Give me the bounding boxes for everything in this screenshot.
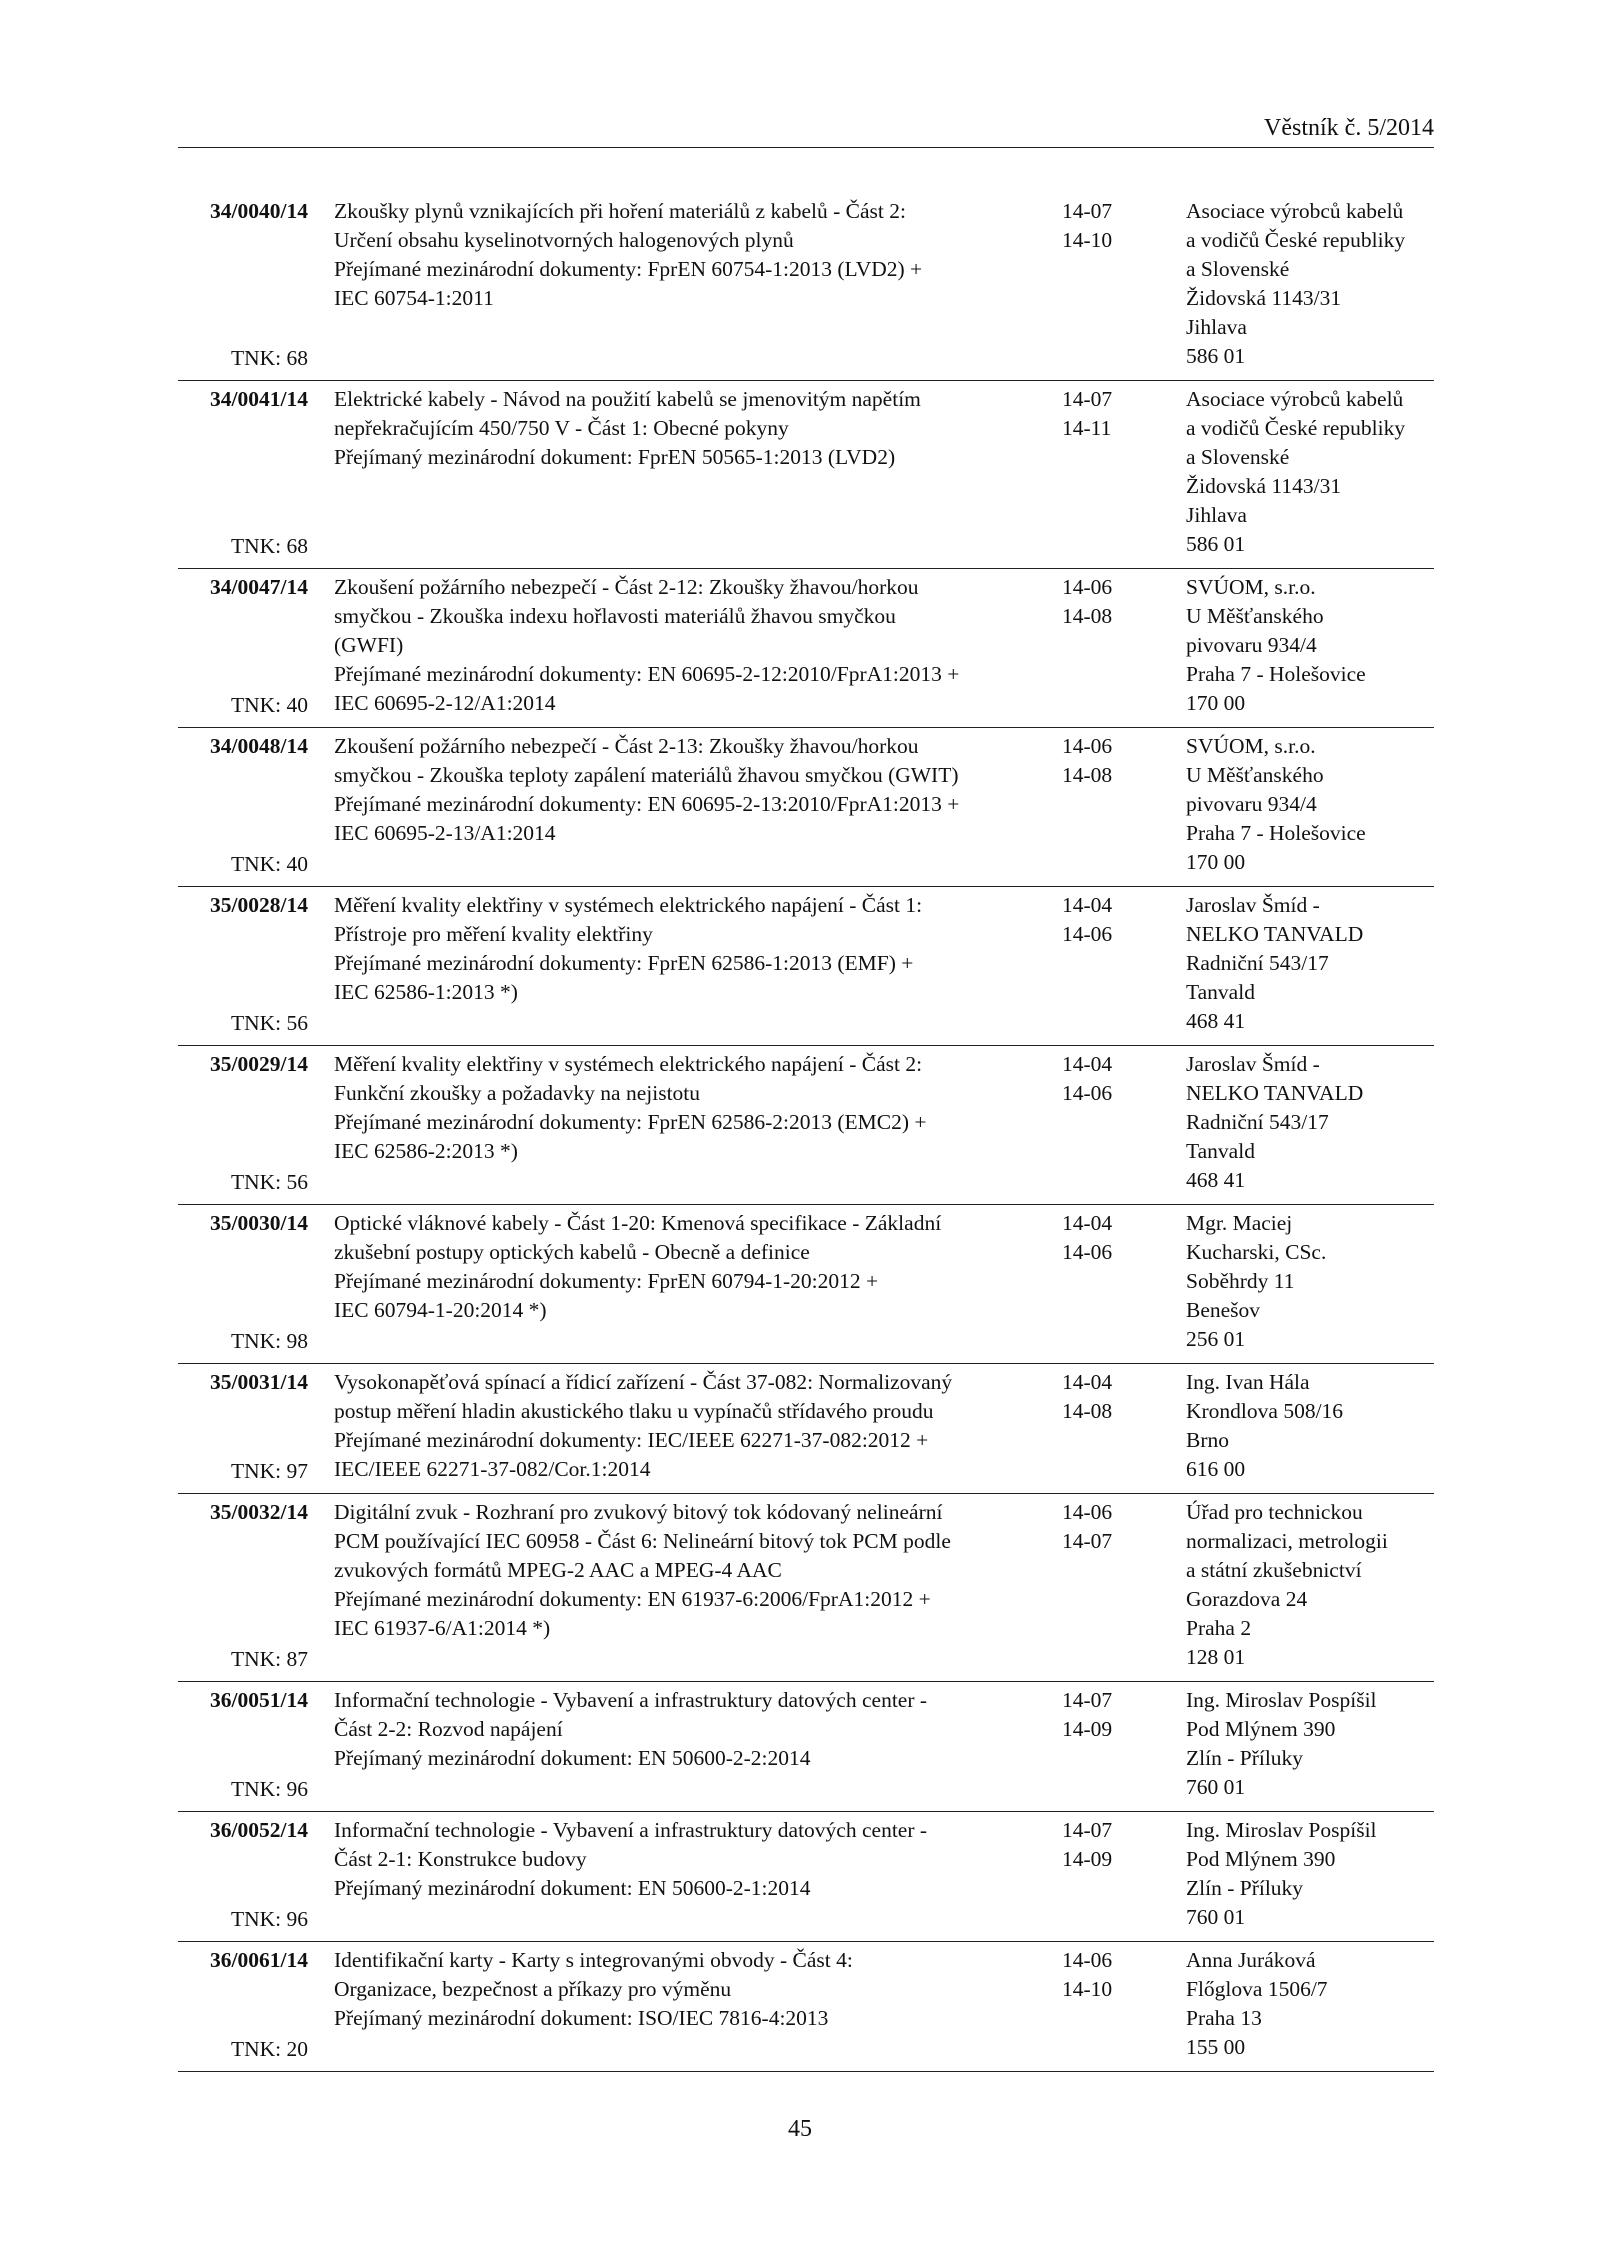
entry-organization-line: NELKO TANVALD <box>1186 922 1364 946</box>
entry-id: 34/0047/14 <box>210 575 308 599</box>
entry-title-line: zkušební postupy optických kabelů - Obecně a definice <box>334 1240 810 1264</box>
entry-dates <box>1062 573 1162 631</box>
entry-date: 14-04 <box>1062 1052 1113 1076</box>
entry-organization-line: Ing. Miroslav Pospíšil <box>1186 1688 1377 1712</box>
entry-date: 14-06 <box>1062 1948 1113 1972</box>
entry-date: 14-06 <box>1062 1081 1113 1105</box>
entry-title-line: Zkoušení požárního nebezpečí - Část 2-13: Zkoušky žhavou/horkou <box>334 734 919 758</box>
entry-dates <box>1062 732 1162 790</box>
entry-organization-line: a vodičů České republiky <box>1186 416 1406 440</box>
entry-organization-line: 760 01 <box>1186 1905 1246 1929</box>
entry-organization-line: Zlín - Příluky <box>1186 1876 1304 1900</box>
entry-id: 36/0051/14 <box>210 1688 308 1712</box>
entry-organization <box>1186 732 1436 877</box>
entry-title-line: Elektrické kabely - Návod na použití kabelů se jmenovitým napětím <box>334 387 921 411</box>
entry-organization-line: Radniční 543/17 <box>1186 1110 1329 1134</box>
entry-dates <box>1062 891 1162 949</box>
entry-organization-line: Židovská 1143/31 <box>1186 474 1342 498</box>
entry-organization-line: Praha 7 - Holešovice <box>1186 821 1366 845</box>
entry-title-line: IEC 62586-2:2013 *) <box>334 1139 518 1163</box>
entry-date: 14-10 <box>1062 228 1113 252</box>
entry-tnk: TNK: 68 <box>230 534 308 558</box>
entry-title-line: postup měření hladin akustického tlaku u vypínačů střídavého proudu <box>334 1399 934 1423</box>
entry-title-line: Přejímané mezinárodní dokumenty: FprEN 60794-1-20:2012 + <box>334 1269 879 1293</box>
entry-organization-line: a Slovenské <box>1186 257 1290 281</box>
entry-organization-line: 155 00 <box>1186 2035 1246 2059</box>
entry-organization-line: Radniční 543/17 <box>1186 951 1329 975</box>
entry-id: 36/0061/14 <box>210 1948 308 1972</box>
entry-date: 14-06 <box>1062 1500 1113 1524</box>
entry-id: 35/0031/14 <box>210 1370 308 1394</box>
entry-title-line: IEC 60754-1:2011 <box>334 286 494 310</box>
entry-dates <box>1062 1368 1162 1426</box>
entry-tnk: TNK: 97 <box>230 1459 308 1483</box>
entry-organization-line: a státní zkušebnictví <box>1186 1558 1362 1582</box>
entry-organization-line: 760 01 <box>1186 1775 1246 1799</box>
entry-organization-line: 468 41 <box>1186 1009 1246 1033</box>
entry-dates <box>1062 385 1162 443</box>
entry-title-line: Část 2-1: Konstrukce budovy <box>334 1847 587 1871</box>
entry-organization-line: Benešov <box>1186 1298 1261 1322</box>
entry-dates <box>1062 1498 1162 1556</box>
entry-title-line: Přejímané mezinárodní dokumenty: EN 60695-2-13:2010/FprA1:2013 + <box>334 792 960 816</box>
entry-title-line: Měření kvality elektřiny v systémech elektrického napájení - Část 1: <box>334 893 923 917</box>
entry-title-line: Přejímané mezinárodní dokumenty: FprEN 62586-1:2013 (EMF) + <box>334 951 914 975</box>
entry-organization <box>1186 1946 1436 2062</box>
entry-organization-line: Zlín - Příluky <box>1186 1746 1304 1770</box>
entry-title-line: Přejímaný mezinárodní dokument: EN 50600-2-2:2014 <box>334 1746 811 1770</box>
entry-title-line: Přejímané mezinárodní dokumenty: IEC/IEEE 62271-37-082:2012 + <box>334 1428 929 1452</box>
standards-list <box>178 193 1434 2072</box>
entry-organization-line: Anna Juráková <box>1186 1948 1316 1972</box>
entry-date: 14-11 <box>1062 416 1112 440</box>
entry-date: 14-06 <box>1062 922 1113 946</box>
entry-organization-line: Ing. Miroslav Pospíšil <box>1186 1818 1377 1842</box>
entry-title-line: IEC 60695-2-13/A1:2014 <box>334 821 556 845</box>
entry-id: 36/0052/14 <box>210 1818 308 1842</box>
entry-title-line: Přejímané mezinárodní dokumenty: EN 61937-6:2006/FprA1:2012 + <box>334 1587 931 1611</box>
entry-organization-line: Flőglova 1506/7 <box>1186 1977 1328 2001</box>
standard-entry <box>178 1942 1434 2072</box>
entry-organization-line: Mgr. Maciej <box>1186 1211 1293 1235</box>
entry-organization-line: U Měšťanského <box>1186 763 1324 787</box>
entry-id: 34/0048/14 <box>210 734 308 758</box>
entry-date: 14-10 <box>1062 1977 1113 2001</box>
entry-id: 35/0029/14 <box>210 1052 308 1076</box>
entry-organization-line: 170 00 <box>1186 691 1246 715</box>
entry-organization-line: Gorazdova 24 <box>1186 1587 1308 1611</box>
entry-organization-line: Jaroslav Šmíd - <box>1186 1052 1320 1076</box>
entry-dates <box>1062 1209 1162 1267</box>
entry-id: 35/0028/14 <box>210 893 308 917</box>
entry-organization <box>1186 1816 1436 1932</box>
entry-organization-line: a vodičů České republiky <box>1186 228 1406 252</box>
entry-tnk: TNK: 98 <box>230 1329 308 1353</box>
entry-organization-line: Asociace výrobců kabelů <box>1186 199 1404 223</box>
entry-title-line: smyčkou - Zkouška indexu hořlavosti materiálů žhavou smyčkou <box>334 604 896 628</box>
entry-organization-line: Tanvald <box>1186 980 1255 1004</box>
entry-organization-line: Krondlova 508/16 <box>1186 1399 1344 1423</box>
entry-id: 34/0041/14 <box>210 387 308 411</box>
standard-entry <box>178 569 1434 728</box>
entry-dates <box>1062 1686 1162 1744</box>
standard-entry <box>178 1812 1434 1942</box>
entry-organization-line: a Slovenské <box>1186 445 1290 469</box>
entry-organization-line: U Měšťanského <box>1186 604 1324 628</box>
entry-title-line: Informační technologie - Vybavení a infrastruktury datových center - <box>334 1688 928 1712</box>
entry-title-line: IEC 62586-1:2013 *) <box>334 980 518 1004</box>
entry-organization <box>1186 197 1436 371</box>
entry-organization-line: Kucharski, CSc. <box>1186 1240 1327 1264</box>
header-rule <box>178 147 1434 148</box>
standard-entry <box>178 1205 1434 1364</box>
entry-title-line: Měření kvality elektřiny v systémech elektrického napájení - Část 2: <box>334 1052 923 1076</box>
entry-tnk: TNK: 56 <box>230 1170 308 1194</box>
entry-dates <box>1062 197 1162 255</box>
entry-tnk: TNK: 56 <box>230 1011 308 1035</box>
entry-title-line: IEC 61937-6/A1:2014 *) <box>334 1616 551 1640</box>
entry-title-line: (GWFI) <box>334 633 404 657</box>
entry-title-line: Přejímaný mezinárodní dokument: EN 50600-2-1:2014 <box>334 1876 811 1900</box>
entry-organization-line: normalizaci, metrologii <box>1186 1529 1388 1553</box>
entry-date: 14-09 <box>1062 1847 1113 1871</box>
entry-title-line: nepřekračujícím 450/750 V - Část 1: Obecné pokyny <box>334 416 789 440</box>
entry-id: 35/0032/14 <box>210 1500 308 1524</box>
entry-date: 14-07 <box>1062 1529 1113 1553</box>
entry-dates <box>1062 1050 1162 1108</box>
entry-dates <box>1062 1816 1162 1874</box>
entry-organization <box>1186 1498 1436 1672</box>
entry-date: 14-09 <box>1062 1717 1113 1741</box>
entry-date: 14-04 <box>1062 1211 1113 1235</box>
entry-date: 14-04 <box>1062 893 1113 917</box>
entry-organization-line: Praha 13 <box>1186 2006 1262 2030</box>
entry-organization-line: 468 41 <box>1186 1168 1246 1192</box>
entry-date: 14-08 <box>1062 763 1113 787</box>
entry-organization-line: Asociace výrobců kabelů <box>1186 387 1404 411</box>
entry-organization <box>1186 1209 1436 1354</box>
entry-date: 14-06 <box>1062 1240 1113 1264</box>
entry-date: 14-04 <box>1062 1370 1113 1394</box>
entry-organization-line: Praha 2 <box>1186 1616 1252 1640</box>
entry-organization-line: Ing. Ivan Hála <box>1186 1370 1310 1394</box>
entry-title-line: Určení obsahu kyselinotvorných halogenových plynů <box>334 228 794 252</box>
entry-date: 14-08 <box>1062 604 1113 628</box>
entry-organization-line: 256 01 <box>1186 1327 1246 1351</box>
entry-title-line: Zkoušení požárního nebezpečí - Část 2-12: Zkoušky žhavou/horkou <box>334 575 919 599</box>
entry-title-line: Přejímaný mezinárodní dokument: ISO/IEC 7816-4:2013 <box>334 2006 829 2030</box>
entry-organization-line: SVÚOM, s.r.o. <box>1186 575 1316 599</box>
entry-organization-line: 586 01 <box>1186 532 1246 556</box>
entry-organization-line: NELKO TANVALD <box>1186 1081 1364 1105</box>
header-title: Věstník č. 5/2014 <box>1264 115 1434 141</box>
entry-organization-line: 128 01 <box>1186 1645 1246 1669</box>
entry-title-line: Informační technologie - Vybavení a infrastruktury datových center - <box>334 1818 928 1842</box>
entry-title-line: IEC 60794-1-20:2014 *) <box>334 1298 547 1322</box>
entry-tnk: TNK: 20 <box>230 2037 308 2061</box>
entry-organization-line: 586 01 <box>1186 344 1246 368</box>
entry-title-line: Přejímané mezinárodní dokumenty: FprEN 60754-1:2013 (LVD2) + <box>334 257 923 281</box>
entry-organization-line: SVÚOM, s.r.o. <box>1186 734 1316 758</box>
entry-organization-line: Jaroslav Šmíd - <box>1186 893 1320 917</box>
entry-title-line: IEC/IEEE 62271-37-082/Cor.1:2014 <box>334 1457 651 1481</box>
entry-tnk: TNK: 87 <box>230 1647 308 1671</box>
entry-organization <box>1186 891 1436 1036</box>
entry-organization-line: 170 00 <box>1186 850 1246 874</box>
standard-entry <box>178 1682 1434 1812</box>
entry-title-line: Vysokonapěťová spínací a řídicí zařízení - Část 37-082: Normalizovaný <box>334 1370 953 1394</box>
entry-tnk: TNK: 68 <box>230 346 308 370</box>
entry-organization-line: Pod Mlýnem 390 <box>1186 1847 1336 1871</box>
entry-organization-line: Brno <box>1186 1428 1229 1452</box>
entry-organization-line: Tanvald <box>1186 1139 1255 1163</box>
standard-entry <box>178 1494 1434 1682</box>
standard-entry <box>178 887 1434 1046</box>
standard-entry <box>178 1364 1434 1494</box>
entry-title-line: Optické vláknové kabely - Část 1-20: Kmenová specifikace - Základní <box>334 1211 942 1235</box>
entry-organization-line: Praha 7 - Holešovice <box>1186 662 1366 686</box>
entry-dates <box>1062 1946 1162 2004</box>
entry-organization-line: Židovská 1143/31 <box>1186 286 1342 310</box>
entry-date: 14-07 <box>1062 199 1113 223</box>
entry-date: 14-08 <box>1062 1399 1113 1423</box>
entry-organization-line: Soběhrdy 11 <box>1186 1269 1295 1293</box>
entry-id: 34/0040/14 <box>210 199 308 223</box>
standard-entry <box>178 728 1434 887</box>
entry-title-line: Část 2-2: Rozvod napájení <box>334 1717 563 1741</box>
standard-entry <box>178 1046 1434 1205</box>
entry-title-line: zvukových formátů MPEG-2 AAC a MPEG-4 AAC <box>334 1558 782 1582</box>
entry-title-line: Identifikační karty - Karty s integrovanými obvody - Část 4: <box>334 1948 853 1972</box>
entry-title-line: PCM používající IEC 60958 - Část 6: Nelineární bitový tok PCM podle <box>334 1529 951 1553</box>
entry-tnk: TNK: 96 <box>230 1777 308 1801</box>
entry-title-line: Přístroje pro měření kvality elektřiny <box>334 922 653 946</box>
entry-organization <box>1186 1368 1436 1484</box>
entry-date: 14-07 <box>1062 387 1113 411</box>
entry-organization <box>1186 1686 1436 1802</box>
entry-organization-line: Jihlava <box>1186 315 1247 339</box>
entry-title-line: Přejímané mezinárodní dokumenty: EN 60695-2-12:2010/FprA1:2013 + <box>334 662 960 686</box>
entry-date: 14-07 <box>1062 1818 1113 1842</box>
entry-organization-line: 616 00 <box>1186 1457 1246 1481</box>
entry-organization-line: Pod Mlýnem 390 <box>1186 1717 1336 1741</box>
entry-tnk: TNK: 40 <box>230 852 308 876</box>
entry-date: 14-06 <box>1062 575 1113 599</box>
entry-organization <box>1186 573 1436 718</box>
entry-organization-line: pivovaru 934/4 <box>1186 633 1317 657</box>
entry-title-line: Funkční zkoušky a požadavky na nejistotu <box>334 1081 701 1105</box>
entry-title-line: IEC 60695-2-12/A1:2014 <box>334 691 556 715</box>
entry-tnk: TNK: 40 <box>230 693 308 717</box>
page-number: 45 <box>788 2116 812 2142</box>
entry-title-line: Digitální zvuk - Rozhraní pro zvukový bitový tok kódovaný nelineární <box>334 1500 943 1524</box>
entry-date: 14-06 <box>1062 734 1113 758</box>
entry-title-line: Přejímaný mezinárodní dokument: FprEN 50565-1:2013 (LVD2) <box>334 445 896 469</box>
entry-title-line: Organizace, bezpečnost a příkazy pro výměnu <box>334 1977 732 2001</box>
entry-organization-line: Jihlava <box>1186 503 1247 527</box>
entry-organization <box>1186 385 1436 559</box>
entry-organization <box>1186 1050 1436 1195</box>
entry-tnk: TNK: 96 <box>230 1907 308 1931</box>
standard-entry <box>178 381 1434 569</box>
entry-title-line: Přejímané mezinárodní dokumenty: FprEN 62586-2:2013 (EMC2) + <box>334 1110 927 1134</box>
entry-organization-line: Úřad pro technickou <box>1186 1500 1363 1524</box>
entry-date: 14-07 <box>1062 1688 1113 1712</box>
entry-organization-line: pivovaru 934/4 <box>1186 792 1317 816</box>
entry-id: 35/0030/14 <box>210 1211 308 1235</box>
entry-title-line: Zkoušky plynů vznikajících při hoření materiálů z kabelů - Část 2: <box>334 199 906 223</box>
entry-title-line: smyčkou - Zkouška teploty zapálení materiálů žhavou smyčkou (GWIT) <box>334 763 959 787</box>
standard-entry <box>178 193 1434 381</box>
